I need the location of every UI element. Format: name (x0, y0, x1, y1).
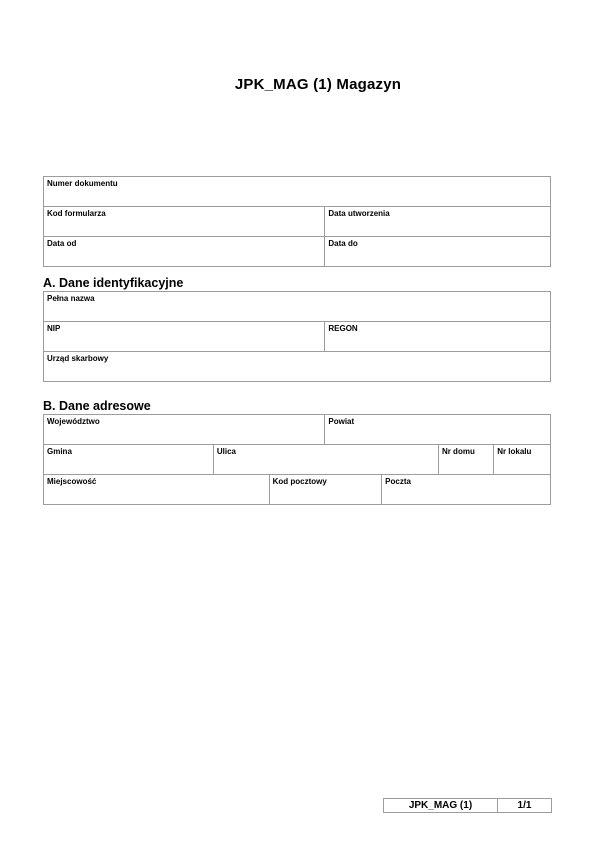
field-label-numer-dokumentu: Numer dokumentu (47, 179, 118, 188)
section-a-heading: A. Dane identyfikacyjne (43, 276, 184, 290)
field-label-data-do: Data do (328, 239, 358, 248)
field-nip (44, 322, 325, 352)
field-ulica (214, 445, 439, 475)
field-label-urzad-skarbowy: Urząd skarbowy (47, 354, 109, 363)
field-label-poczta: Poczta (385, 477, 411, 486)
footer-form-code: JPK_MAG (1) (384, 799, 498, 812)
field-wojewodztwo (44, 415, 325, 445)
field-data-do (325, 237, 551, 267)
field-label-miejscowosc: Miejscowość (47, 477, 97, 486)
form-row (44, 207, 551, 237)
form-row (44, 177, 551, 207)
form-table-address (43, 414, 551, 505)
form-table-document-header (43, 176, 551, 267)
field-nr-domu (439, 445, 494, 475)
field-label-nip: NIP (47, 324, 61, 333)
form-row (44, 445, 551, 475)
form-row (44, 292, 551, 322)
field-label-regon: REGON (328, 324, 358, 333)
field-data-od (44, 237, 325, 267)
form-row (44, 352, 551, 382)
field-poczta (382, 475, 551, 505)
form-row (44, 475, 551, 505)
field-regon (325, 322, 551, 352)
field-label-powiat: Powiat (328, 417, 355, 426)
field-label-gmina: Gmina (47, 447, 72, 456)
field-kod-pocztowy (270, 475, 383, 505)
field-label-kod-formularza: Kod formularza (47, 209, 106, 218)
field-label-pelna-nazwa: Pełna nazwa (47, 294, 95, 303)
field-label-data-od: Data od (47, 239, 77, 248)
field-label-data-utworzenia: Data utworzenia (328, 209, 390, 218)
field-kod-formularza (44, 207, 325, 237)
field-data-utworzenia (325, 207, 551, 237)
form-row (44, 415, 551, 445)
field-label-nr-domu: Nr domu (441, 447, 475, 456)
field-label-wojewodztwo: Województwo (47, 417, 100, 426)
field-label-ulica: Ulica (216, 447, 236, 456)
form-table-identification (43, 291, 551, 382)
field-miejscowosc (44, 475, 270, 505)
field-pelna-nazwa (44, 292, 551, 322)
field-gmina (44, 445, 214, 475)
field-urzad-skarbowy (44, 352, 551, 382)
section-b-heading: B. Dane adresowe (43, 399, 151, 413)
form-row (44, 322, 551, 352)
footer-page-indicator: 1/1 (517, 800, 532, 811)
field-label-nr-lokalu: Nr lokalu (497, 447, 532, 456)
field-powiat (325, 415, 551, 445)
field-label-kod-pocztowy: Kod pocztowy (272, 477, 327, 486)
document-title: JPK_MAG (1) Magazyn (234, 76, 402, 93)
field-nr-lokalu (494, 445, 551, 475)
field-numer-dokumentu (44, 177, 551, 207)
form-row (44, 237, 551, 267)
page-footer (383, 798, 552, 813)
